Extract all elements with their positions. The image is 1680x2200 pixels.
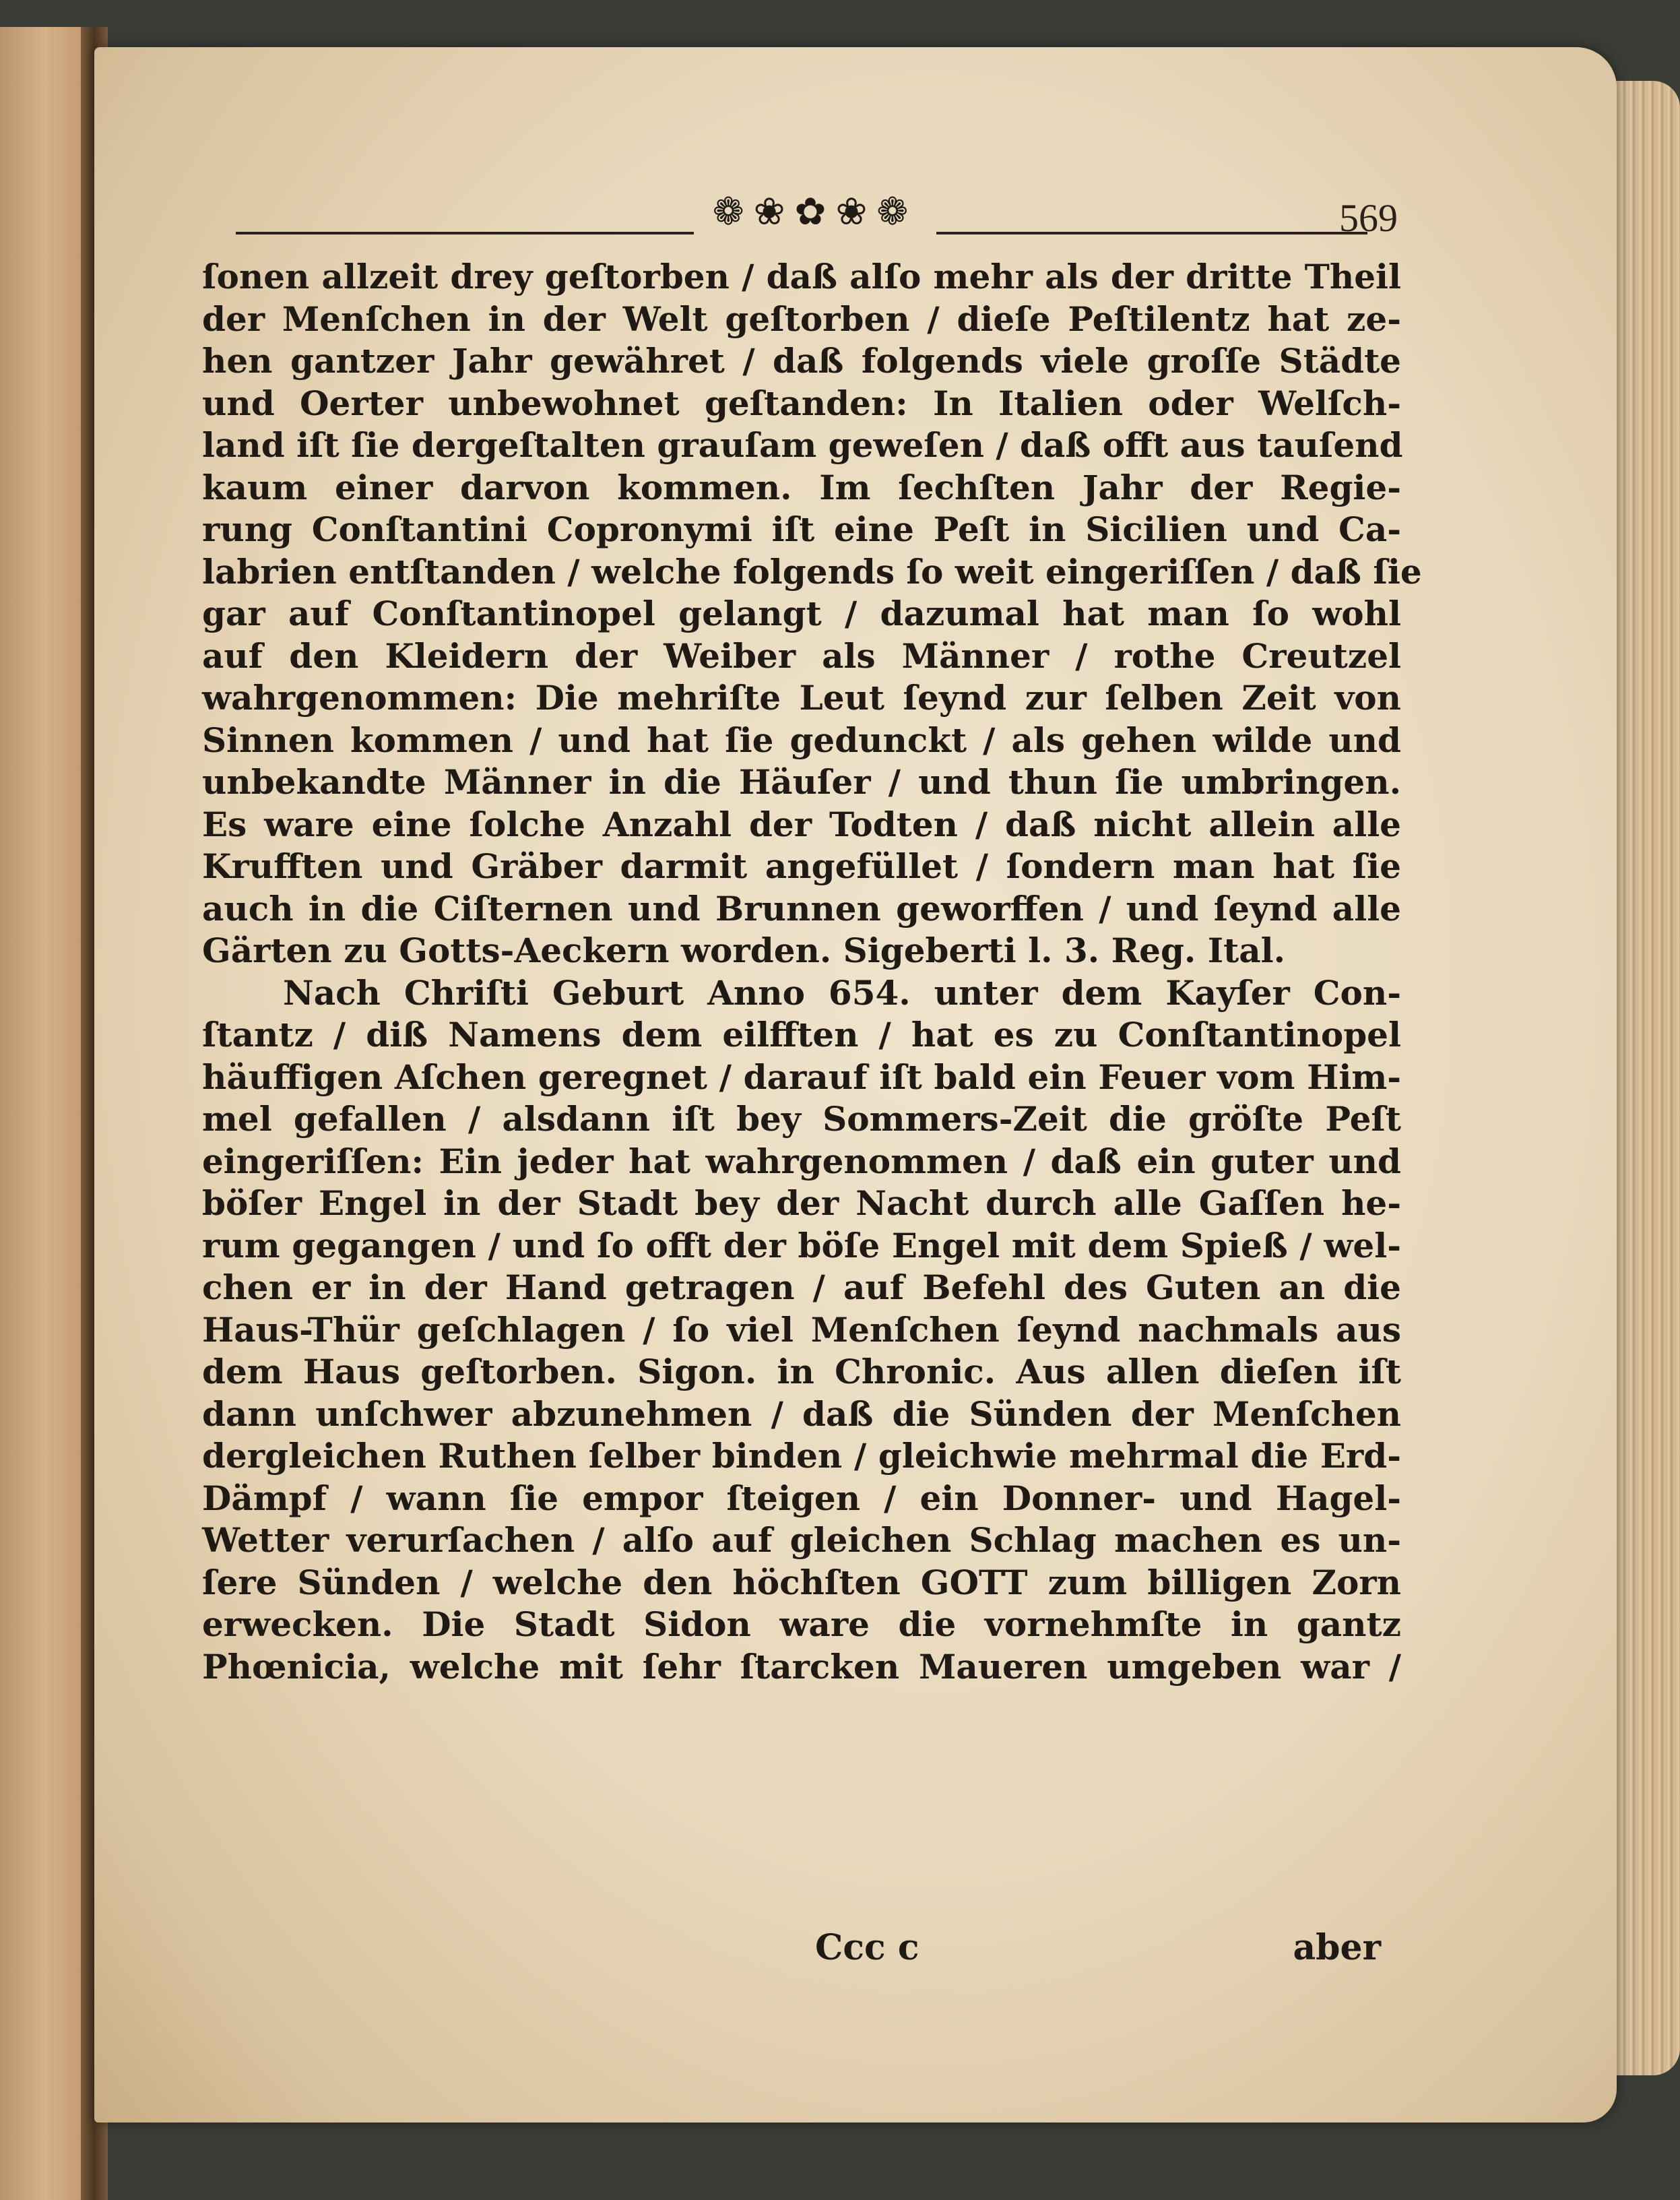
text-line: rum gegangen / und ſo offt der böſe Engel mit dem Spieß / wel- — [202, 1225, 1401, 1265]
text-line: häuffigen Aſchen geregnet / darauf iſt bald ein Feuer vom Him- — [202, 1057, 1401, 1097]
text-line: unbekandte Männer in die Häuſer / und thun ſie umbringen. — [202, 762, 1401, 802]
text-line: ſere Sünden / welche den höchſten GOTT zum billigen Zorn — [202, 1562, 1401, 1602]
text-line: und Oerter unbewohnet geſtanden: In Italien oder Welſch- — [202, 383, 1401, 423]
page-footer — [815, 1927, 1381, 1974]
body-text — [202, 256, 1422, 1688]
header-ornament: ❁❀✿❀❁ — [712, 190, 918, 234]
text-line: Wetter verurſachen / alſo auf gleichen Schlag machen es un- — [202, 1520, 1401, 1560]
text-line: auch in die Ciſternen und Brunnen geworffen / und ſeynd alle — [202, 888, 1401, 929]
text-line: erwecken. Die Stadt Sidon ware die vornehmſte in gantz — [202, 1604, 1401, 1644]
text-line: böſer Engel in der Stadt bey der Nacht durch alle Gaſſen he- — [202, 1183, 1401, 1223]
text-line: hen gantzer Jahr gewähret / daß folgends viele groſſe Städte — [202, 341, 1401, 381]
paragraph-start-line: Nach Chriſti Geburt Anno 654. unter dem Kayſer Con- — [283, 972, 1401, 1013]
text-line: dergleichen Ruthen ſelber binden / gleichwie mehrmal die Erd- — [202, 1436, 1401, 1476]
text-line: dann unſchwer abzunehmen / daß die Sünden der Menſchen — [202, 1393, 1401, 1434]
text-line: auf den Kleidern der Weiber als Männer / rothe Creutzel — [202, 635, 1401, 676]
header-rule-left — [236, 232, 694, 234]
text-line: kaum einer darvon kommen. Im ſechſten Jahr der Regie- — [202, 467, 1401, 507]
text-line: labrien entſtanden / welche folgends ſo weit eingeriſſen / daß ſie — [202, 551, 1422, 592]
text-line: Gärten zu Gotts-Aeckern worden. Sigeberti l. 3. Reg. Ital. — [202, 931, 1286, 970]
text-line: Phœnicia, welche mit ſehr ſtarcken Maueren umgeben war / — [202, 1646, 1401, 1687]
page-number: 569 — [1339, 196, 1398, 240]
text-line: rung Conſtantini Copronymi iſt eine Peſt in Sicilien und Ca- — [202, 509, 1401, 549]
signature-mark: Ccc c — [815, 1927, 919, 1968]
header-rule-right — [936, 232, 1367, 234]
text-line: Sinnen kommen / und hat ſie gedunckt / als gehen wilde und — [202, 720, 1401, 760]
text-line: Krufften und Gräber darmit angefüllet / ſondern man hat ſie — [202, 846, 1401, 886]
text-line: Es ware eine ſolche Anzahl der Todten / daß nicht allein alle — [202, 804, 1401, 844]
running-header — [236, 190, 1408, 251]
text-line: chen er in der Hand getragen / auf Befehl des Guten an die — [202, 1267, 1401, 1307]
text-line: der Menſchen in der Welt geſtorben / dieſe Peſtilentz hat ze- — [202, 298, 1401, 339]
text-line: Dämpf / wann ſie empor ſteigen / ein Donner- und Hagel- — [202, 1478, 1401, 1518]
text-line: mel gefallen / alsdann iſt bey Sommers-Zeit die gröſte Peſt — [202, 1099, 1401, 1139]
text-line: wahrgenommen: Die mehriſte Leut ſeynd zur ſelben Zeit von — [202, 678, 1401, 718]
text-line: ſtantz / diß Namens dem eilfften / hat es zu Conſtantinopel — [202, 1015, 1401, 1055]
text-line: dem Haus geſtorben. Sigon. in Chronic. Aus allen dieſen iſt — [202, 1352, 1401, 1391]
text-line: Haus-Thür geſchlagen / ſo viel Menſchen ſeynd nachmals aus — [202, 1309, 1401, 1350]
text-line: ſonen allzeit drey geſtorben / daß alſo mehr als der dritte Theil — [202, 257, 1401, 296]
text-line: eingeriſſen: Ein jeder hat wahrgenommen / daß ein guter und — [202, 1141, 1401, 1181]
text-line: gar auf Conſtantinopel gelangt / dazumal hat man ſo wohl — [202, 594, 1401, 633]
text-line: land iſt ſie dergeſtalten grauſam geweſen / daß offt aus tauſend — [202, 425, 1403, 465]
catchword: aber — [1293, 1927, 1381, 1968]
